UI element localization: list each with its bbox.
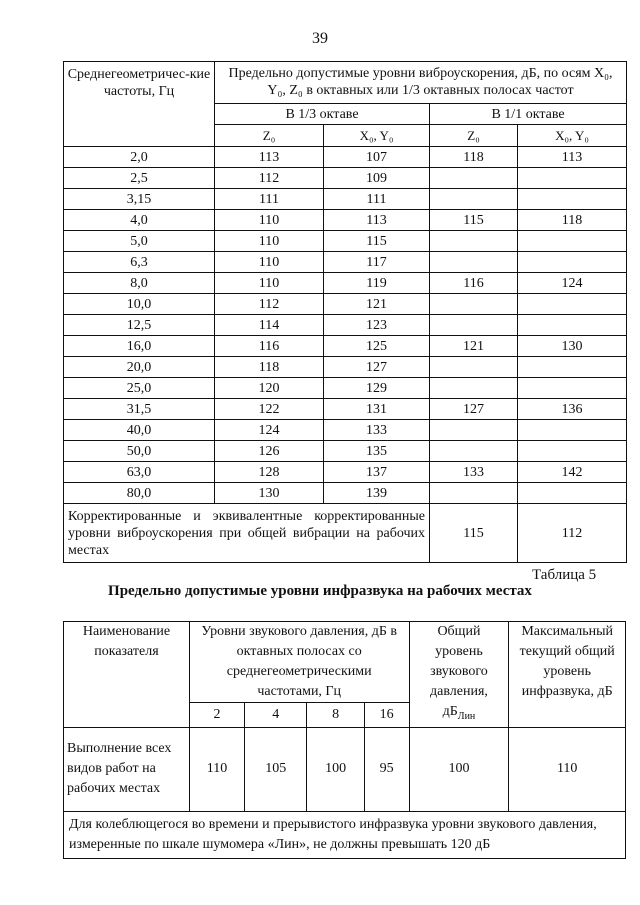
header-freq-2: 2	[189, 703, 244, 728]
header-third-octave: В 1/3 октаве	[215, 103, 430, 125]
row-xy-third: 129	[324, 378, 430, 399]
value-freq-8: 100	[307, 727, 364, 811]
header-sound-levels: Уровни звукового давления, дБ в октавных полосах со среднегеометрическими частотами, Гц	[189, 622, 409, 703]
row-xy-third: 113	[324, 210, 430, 231]
header-frequency: Среднегеометричес-кие частоты, Гц	[64, 62, 215, 147]
row-frequency: 8,0	[64, 273, 215, 294]
value-max: 110	[509, 727, 626, 811]
header-xy-octave: X₀, Y₀	[518, 125, 627, 147]
row-frequency: 10,0	[64, 294, 215, 315]
row-xy-third: 139	[324, 483, 430, 504]
header-indicator-name: Наименование показателя	[64, 622, 190, 728]
row-xy-octave: 118	[518, 210, 627, 231]
infrasound-limits-table	[63, 621, 626, 859]
row-z-third: 130	[215, 483, 324, 504]
row-xy-octave	[518, 168, 627, 189]
row-xy-third: 111	[324, 189, 430, 210]
row-xy-third: 131	[324, 399, 430, 420]
summary-label: Корректированные и эквивалентные корректированные уровни виброускорения при общей вибрации на рабочих местах	[64, 504, 430, 563]
row-frequency: 6,3	[64, 252, 215, 273]
table-row	[64, 147, 627, 168]
header-freq-4: 4	[245, 703, 307, 728]
row-z-octave	[430, 231, 518, 252]
header-levels: Предельно допустимые уровни виброускорения, дБ, по осям X₀, Y₀, Z₀ в октавных или 1/3 октавных полосах частот	[215, 62, 627, 104]
table-row	[64, 273, 627, 294]
row-z-octave	[430, 315, 518, 336]
table-title: Предельно допустимые уровни инфразвука на рабочих местах	[108, 583, 532, 599]
value-total: 100	[409, 727, 509, 811]
row-xy-octave	[518, 357, 627, 378]
table-row	[64, 357, 627, 378]
row-frequency: 20,0	[64, 357, 215, 378]
table-row	[64, 210, 627, 231]
header-total-unit-sub: Лин	[457, 710, 476, 722]
row-xy-octave	[518, 378, 627, 399]
row-z-third: 116	[215, 336, 324, 357]
table-row	[64, 399, 627, 420]
row-z-third: 124	[215, 420, 324, 441]
row-frequency: 63,0	[64, 462, 215, 483]
row-z-octave	[430, 378, 518, 399]
row-z-octave	[430, 189, 518, 210]
table-row	[64, 315, 627, 336]
row-xy-third: 107	[324, 147, 430, 168]
vibration-limits-table	[63, 61, 627, 563]
row-z-octave: 115	[430, 210, 518, 231]
row-xy-third: 125	[324, 336, 430, 357]
header-xy-third: X₀, Y₀	[324, 125, 430, 147]
row-z-third: 120	[215, 378, 324, 399]
value-freq-2: 110	[189, 727, 244, 811]
row-z-third: 113	[215, 147, 324, 168]
row-xy-third: 119	[324, 273, 430, 294]
table-row	[64, 336, 627, 357]
row-frequency: 80,0	[64, 483, 215, 504]
row-z-octave: 116	[430, 273, 518, 294]
row-frequency: 3,15	[64, 189, 215, 210]
table-row	[64, 189, 627, 210]
row-z-octave: 118	[430, 147, 518, 168]
row-z-octave: 133	[430, 462, 518, 483]
table-caption: Таблица 5	[532, 567, 597, 583]
value-freq-4: 105	[245, 727, 307, 811]
row-z-third: 128	[215, 462, 324, 483]
table-row	[64, 252, 627, 273]
row-z-third: 110	[215, 210, 324, 231]
row-z-octave	[430, 357, 518, 378]
row-xy-third: 137	[324, 462, 430, 483]
row-xy-octave: 124	[518, 273, 627, 294]
row-frequency: 31,5	[64, 399, 215, 420]
row-frequency: 4,0	[64, 210, 215, 231]
row-xy-third: 117	[324, 252, 430, 273]
table-note: Для колеблющегося во времени и прерывистого инфразвука уровни звукового давления, измеренные по шкале шумомера «Лин», не должны превышать 120 дБ	[64, 811, 626, 858]
table-row	[64, 294, 627, 315]
row-xy-octave	[518, 483, 627, 504]
row-z-octave: 127	[430, 399, 518, 420]
row-xy-third: 115	[324, 231, 430, 252]
row-label: Выполнение всех видов работ на рабочих местах	[64, 727, 190, 811]
header-freq-8: 8	[307, 703, 364, 728]
header-total-label: Общий уровень звукового давления, дБ	[430, 624, 488, 719]
row-frequency: 12,5	[64, 315, 215, 336]
table-row	[64, 441, 627, 462]
row-frequency: 25,0	[64, 378, 215, 399]
page-number: 39	[312, 30, 328, 47]
row-xy-octave	[518, 189, 627, 210]
header-max-level: Максимальный текущий общий уровень инфразвука, дБ	[509, 622, 626, 728]
row-xy-octave	[518, 294, 627, 315]
row-z-third: 112	[215, 168, 324, 189]
header-z-octave: Z₀	[430, 125, 518, 147]
row-z-third: 126	[215, 441, 324, 462]
row-z-octave	[430, 483, 518, 504]
row-z-octave: 121	[430, 336, 518, 357]
row-z-octave	[430, 252, 518, 273]
row-z-third: 110	[215, 252, 324, 273]
row-z-third: 110	[215, 273, 324, 294]
row-xy-octave	[518, 315, 627, 336]
header-freq-16: 16	[364, 703, 409, 728]
table-row	[64, 483, 627, 504]
row-xy-third: 135	[324, 441, 430, 462]
table-row	[64, 378, 627, 399]
row-xy-octave	[518, 420, 627, 441]
row-z-third: 112	[215, 294, 324, 315]
header-z-third: Z₀	[215, 125, 324, 147]
row-frequency: 2,5	[64, 168, 215, 189]
row-xy-octave: 136	[518, 399, 627, 420]
row-z-third: 114	[215, 315, 324, 336]
table-row	[64, 231, 627, 252]
table-row	[64, 168, 627, 189]
row-frequency: 2,0	[64, 147, 215, 168]
row-z-third: 118	[215, 357, 324, 378]
row-z-octave	[430, 294, 518, 315]
row-xy-third: 121	[324, 294, 430, 315]
row-z-third: 110	[215, 231, 324, 252]
row-frequency: 50,0	[64, 441, 215, 462]
row-frequency: 5,0	[64, 231, 215, 252]
row-xy-third: 127	[324, 357, 430, 378]
row-z-third: 111	[215, 189, 324, 210]
header-total-level	[409, 622, 509, 728]
row-xy-octave	[518, 252, 627, 273]
row-xy-octave	[518, 231, 627, 252]
value-freq-16: 95	[364, 727, 409, 811]
row-xy-third: 133	[324, 420, 430, 441]
row-frequency: 40,0	[64, 420, 215, 441]
row-xy-octave: 113	[518, 147, 627, 168]
row-xy-third: 123	[324, 315, 430, 336]
row-frequency: 16,0	[64, 336, 215, 357]
header-octave: В 1/1 октаве	[430, 103, 627, 125]
row-xy-third: 109	[324, 168, 430, 189]
row-z-octave	[430, 168, 518, 189]
row-xy-octave: 130	[518, 336, 627, 357]
summary-xy-value: 112	[518, 504, 627, 563]
summary-z-value: 115	[430, 504, 518, 563]
row-xy-octave: 142	[518, 462, 627, 483]
row-z-third: 122	[215, 399, 324, 420]
row-z-octave	[430, 420, 518, 441]
table-row	[64, 462, 627, 483]
row-z-octave	[430, 441, 518, 462]
table-row	[64, 420, 627, 441]
row-xy-octave	[518, 441, 627, 462]
